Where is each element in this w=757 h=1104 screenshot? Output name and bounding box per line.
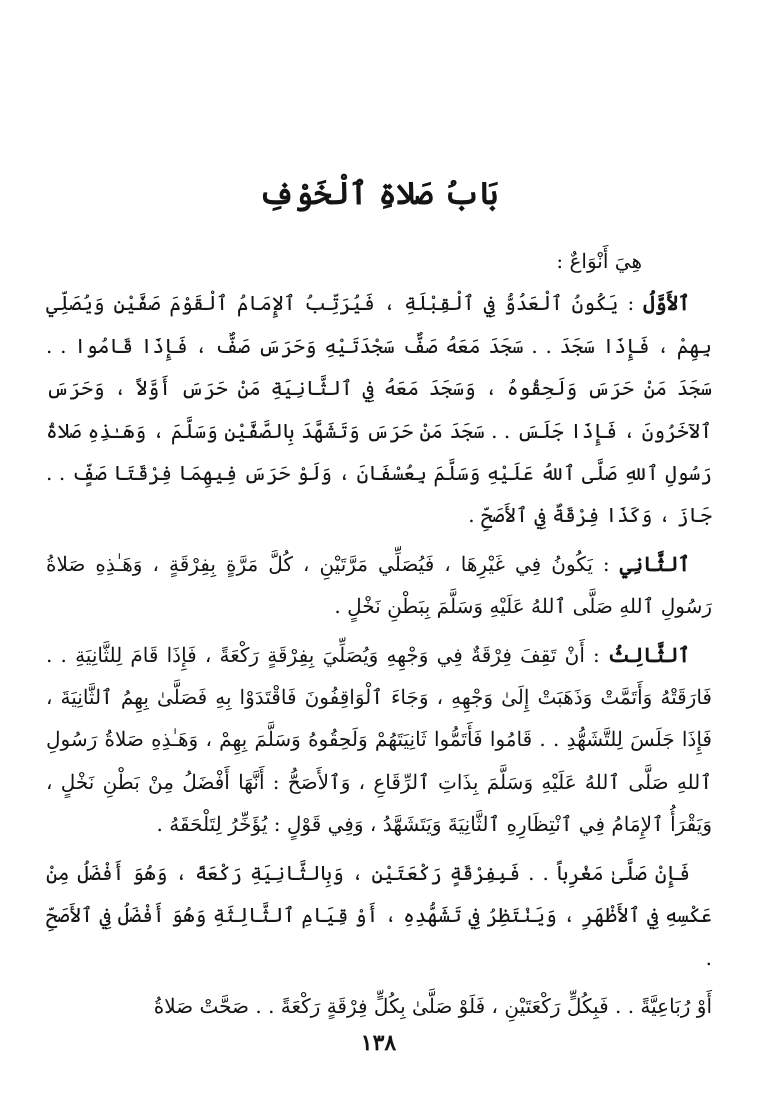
third-type-heading: ٱلثَّالِثُ — [607, 642, 690, 667]
paragraph-maghrib: فَإِنْ صَلَّىٰ مَغْرِباً . . فَبِفِرْقَةٍ رَكْعَتَيْنِ ، وَبِالثَّانِيَةِ رَكْعَةً ، وَهُوَ أَفْضَلُ مِنْ عَكْسِهِ فِي ٱلأَظْهَرِ ، وَيَنْتَظِرُ فِي تَشَهُّدِهِ ، أَوْ قِيَامِ ٱلثَّالِثَةِ وَهُوَ أَفْضَلُ فِي ٱلأَصَحِّ . — [46, 860, 712, 970]
second-type-text: : يَكُونُ فِي غَيْرِهَا ، فَيُصَلِّي مَرَّتَيْنِ ، كُلَّ مَرَّةٍ بِفِرْقَةٍ ، وَهَـٰذِهِ صَلاةُ رَسُولِ ٱللهِ صَلَّى ٱللهُ عَلَيْهِ وَسَلَّمَ بِبَطْنِ نَخْلٍ . — [46, 551, 712, 619]
second-type-heading: ٱلثَّانِي — [619, 551, 690, 576]
paragraph-third-type — [46, 634, 712, 846]
chapter-title: بَابُ صَلاةِ ٱلْخَوْفِ — [258, 175, 499, 212]
third-type-text: : أَنْ تَقِفَ فِرْقَةٌ فِي وَجْهِهِ وَيُصَلِّيَ بِفِرْقَةٍ رَكْعَةً ، فَإِذَا قَامَ لِلثَّانِيَةِ . . فَارَقَتْهُ وَأَتَمَّتْ وَذَهَبَتْ إِلَىٰ وَجْهِهِ ، وَجَاءَ ٱلْوَاقِفُونَ فَاقْتَدَوْا بِهِ فَصَلَّىٰ بِهِمُ ٱلثَّانِيَةَ ، فَإِذَا جَلَسَ لِلتَّشَهُّدِ . . قَامُوا فَأَتَمُّوا ثَانِيَتَهُمْ وَلَحِقُوهُ وَسَلَّمَ بِهِمْ ، وَهَـٰذِهِ صَلاةُ رَسُولِ ٱللهِ صَلَّى ٱللهُ عَلَيْهِ وَسَلَّمَ بِذَاتِ ٱلرِّقَاعِ ، وَٱلأَصَحُّ : أَنَّهَا أَفْضَلُ مِنْ بَطْنِ نَخْلٍ ، وَيَقْرَأُ ٱلإِمَامُ فِي ٱنْتِظَارِهِ ٱلثَّانِيَةَ وَيَتَشَهَّدُ ، وَفِي قَوْلٍ : يُؤَخِّرُ لِتَلْحَقَهُ . — [46, 642, 712, 837]
intro-line: هِيَ أَنْوَاعٌ : — [556, 249, 642, 273]
first-type-heading: ٱلأَوَّلُ — [643, 291, 690, 316]
paragraph-first-type — [46, 282, 712, 536]
paragraph-rubaiyya: أَوْ رُبَاعِيَّةً . . فَبِكُلٍّ رَكْعَتَيْنِ ، فَلَوْ صَلَّىٰ بِكُلٍّ فِرْقَةٍ رَكْعَةً . . صَحَّتْ صَلاةُ — [153, 993, 712, 1018]
first-type-text: : يَكُونُ ٱلْعَدُوُّ فِي ٱلْقِبْلَةِ ، فَيُرَتِّبُ ٱلإِمَامُ ٱلْقَوْمَ صَفَّيْنِ وَيُصَلِّي بِهِمْ ، فَإِذَا سَجَدَ . . سَجَدَ مَعَهُ صَفٌّ سَجْدَتَيْهِ وَحَرَسَ صَفٌّ ، فَإِذَا قَامُوا . . سَجَدَ مَنْ حَرَسَ وَلَحِقُوهُ ، وَسَجَدَ مَعَهُ فِي ٱلثَّانِيَةِ مَنْ حَرَسَ أَوَّلاً ، وَحَرَسَ ٱلآخَرُونَ ، فَإِذَا جَلَسَ . . سَجَدَ مَنْ حَرَسَ وَتَشَهَّدَ بِالصَّفَّيْنِ وَسَلَّمَ ، وَهَـٰذِهِ صَلاةُ رَسُولِ ٱللهِ صَلَّى ٱللهُ عَلَيْهِ وَسَلَّمَ بِعُسْفَانَ ، وَلَوْ حَرَسَ فِيهِمَا فِرْقَتَا صَفٍّ . . جَازَ ، وَكَذَا فِرْقَةٌ فِي ٱلأَصَحِّ . — [46, 291, 712, 528]
page-number: ١٣٨ — [360, 1030, 397, 1056]
body-text — [46, 240, 712, 1027]
paragraph-second-type — [46, 543, 712, 628]
